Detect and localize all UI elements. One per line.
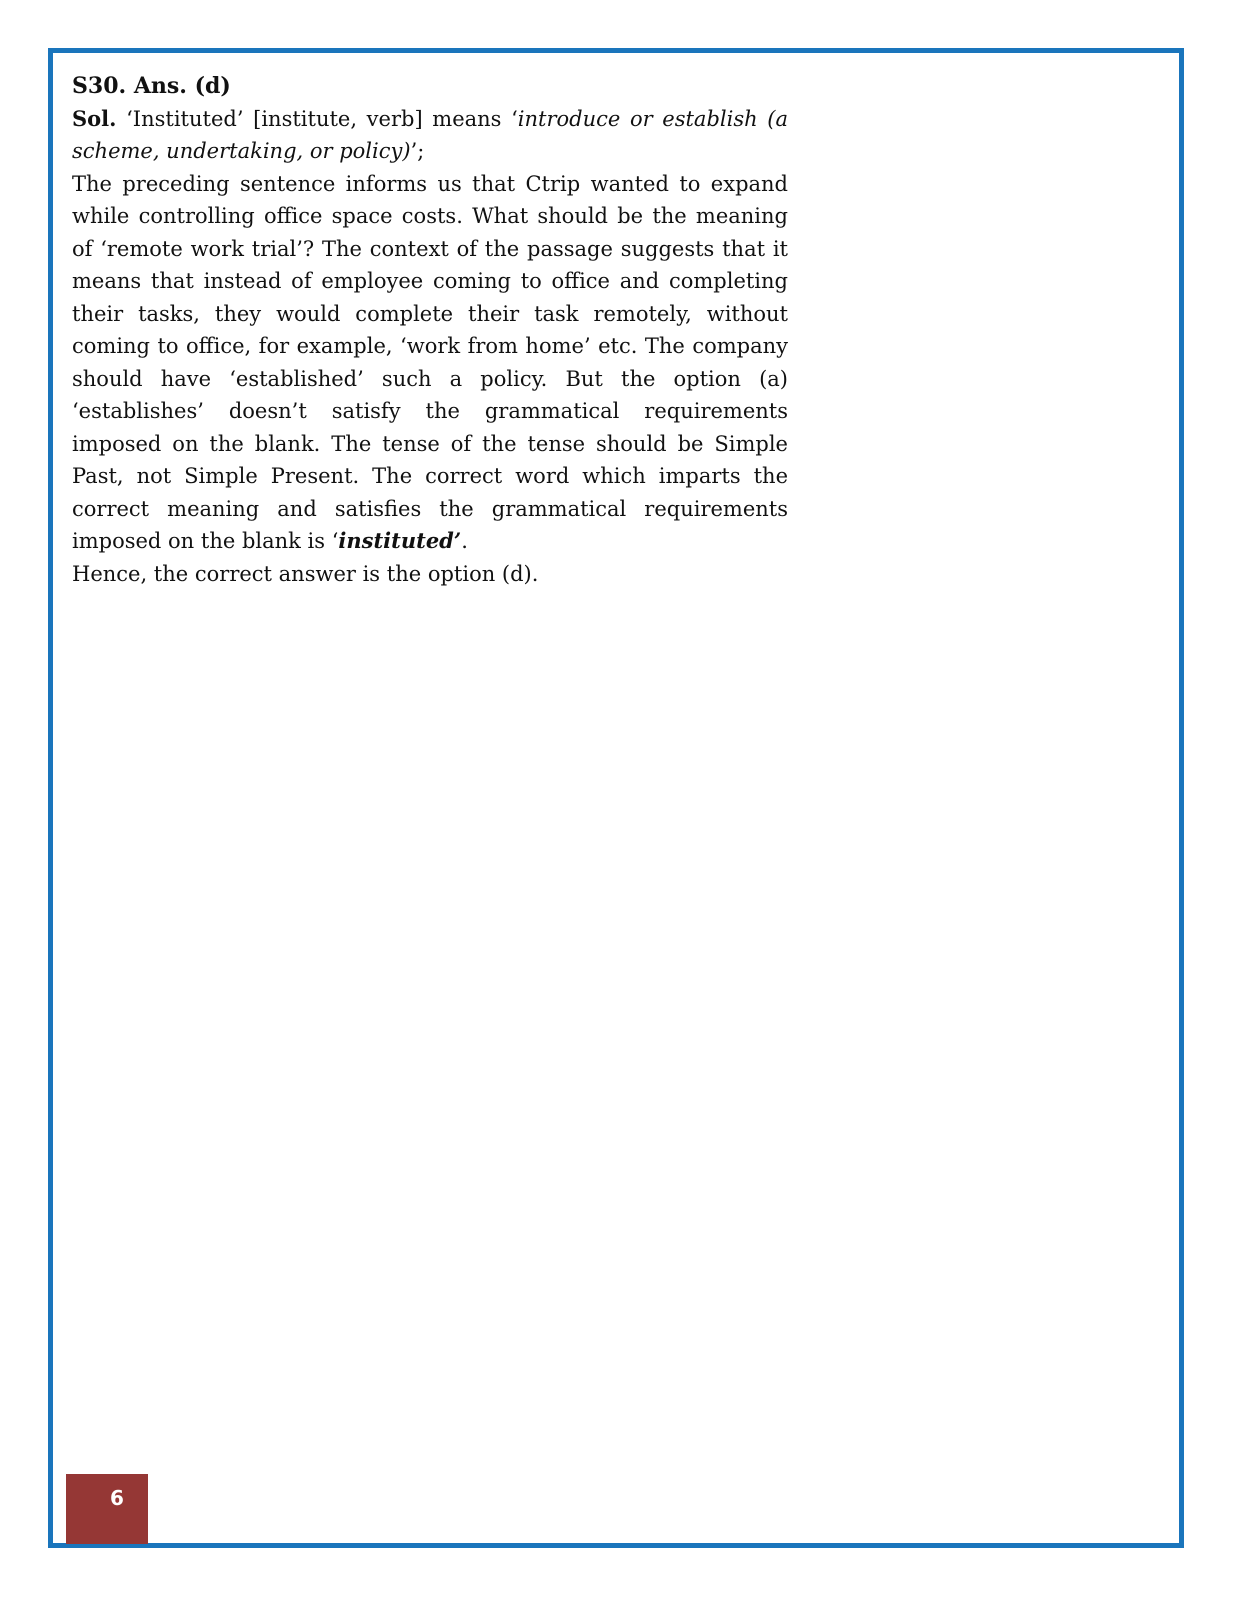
page-number-tab — [66, 1474, 148, 1544]
solution-intro: ‘Instituted’ [institute, verb] means ‘ — [116, 106, 518, 131]
answer-heading: S30. Ans. (d) — [72, 73, 231, 99]
explanation-text: The preceding sentence informs us that Ctrip wanted to expand while controlling office space costs. What should be the meaning of ‘remote work trial’? The context of the passage suggests that it means that instead of employee coming to office and completing their tasks, they would complete their task remotely, without coming to office, for example, ‘work from home’ etc. The company should have ‘established’ such a policy. But the option (a) ‘establishes’ doesn’t satisfy the grammatical requirements imposed on the blank. The tense of the tense should be Simple Past, not Simple Present. The correct word which imparts the correct meaning and satisfies the grammatical requirements imposed on the blank is ‘ — [72, 171, 788, 553]
page-number: 6 — [110, 1486, 124, 1510]
solution-content — [72, 70, 788, 590]
definition-text: introduce or establish (a scheme, undertaking, or policy) — [72, 106, 788, 163]
explanation-paragraph — [72, 168, 788, 558]
answer-word: instituted’ — [338, 528, 462, 553]
conclusion-paragraph: Hence, the correct answer is the option (d). — [72, 561, 539, 586]
solution-label: Sol. — [72, 105, 117, 131]
explanation-end: . — [461, 529, 468, 553]
solution-paragraph — [72, 103, 788, 168]
solution-intro-end: ’; — [410, 139, 425, 163]
